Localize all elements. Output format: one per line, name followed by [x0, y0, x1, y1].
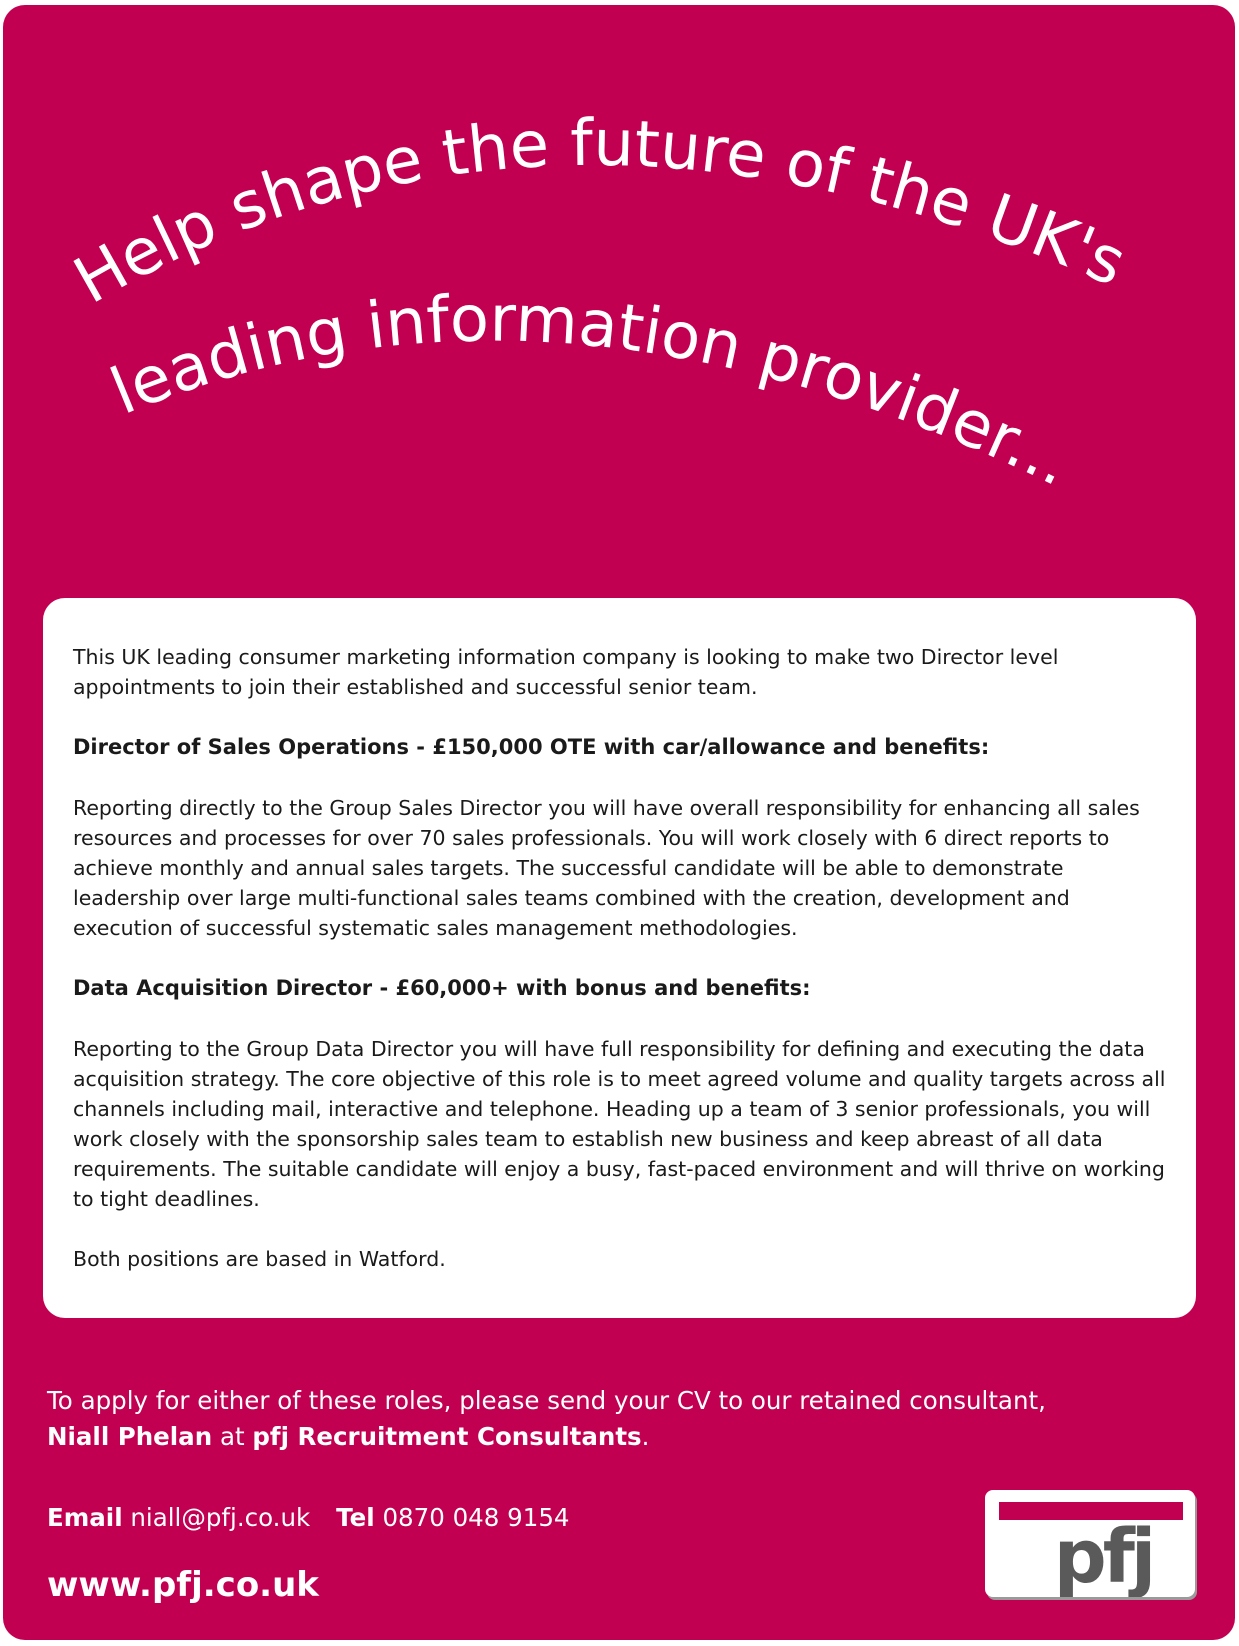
location-note: Both positions are based in Watford.	[73, 1247, 446, 1271]
website-link[interactable]: www.pfj.co.uk	[47, 1565, 319, 1605]
company-name: pfj Recruitment Consultants	[252, 1422, 642, 1451]
logo-text: pfj	[1053, 1514, 1153, 1597]
intro-paragraph: This UK leading consumer marketing information company is looking to make two Director level appointments to join their established and successful senior team.	[73, 645, 1059, 699]
headline	[3, 5, 1235, 565]
tel-label: Tel	[336, 1503, 375, 1532]
pfj-logo	[985, 1490, 1195, 1597]
email-label: Email	[47, 1503, 123, 1532]
headline-line-1: Help shape the future of the UK's	[62, 106, 1137, 319]
role-description-sales-operations: Reporting directly to the Group Sales Director you will have overall responsibility for enhancing all sales resources and processes for over 70 sales professionals. You will work closely with 6 direct reports to achieve monthly and annual sales targets. The successful candidate will be able to demonstrate leadership over large multi-functional sales teams combined with the creation, development and execution of successful systematic sales management methodologies.	[73, 796, 1140, 940]
advert-page	[3, 5, 1235, 1640]
consultant-name: Niall Phelan	[47, 1422, 213, 1451]
role-description-data-acquisition: Reporting to the Group Data Director you will have full responsibility for defining and executing the data acquisition strategy. The core objective of this role is to meet agreed volume and quality targets across all channels including mail, interactive and telephone. Heading up a team of 3 senior professionals, you will work closely with the sponsorship sales team to establish new business and keep abreast of all data requirements. The suitable candidate will enjoy a busy, fast-paced environment and will thrive on working to tight deadlines.	[73, 1037, 1166, 1211]
apply-text: To apply for either of these roles, please send your CV to our retained consultant,	[47, 1386, 1046, 1415]
headline-line-2: leading information provider...	[101, 282, 1083, 502]
apply-instructions	[47, 1383, 1187, 1455]
role-heading-sales-operations: Director of Sales Operations - £150,000 OTE with car/allowance and benefits:	[73, 735, 990, 759]
at-text: at	[219, 1422, 245, 1451]
role-heading-data-acquisition: Data Acquisition Director - £60,000+ with bonus and benefits:	[73, 976, 811, 1000]
tel-number[interactable]: 0870 048 9154	[382, 1503, 570, 1532]
pfj-logo-graphic	[985, 1490, 1195, 1597]
email-link[interactable]: niall@pfj.co.uk	[130, 1503, 311, 1532]
job-description-box	[43, 598, 1196, 1318]
period: .	[641, 1422, 650, 1451]
contact-details	[47, 1500, 570, 1536]
